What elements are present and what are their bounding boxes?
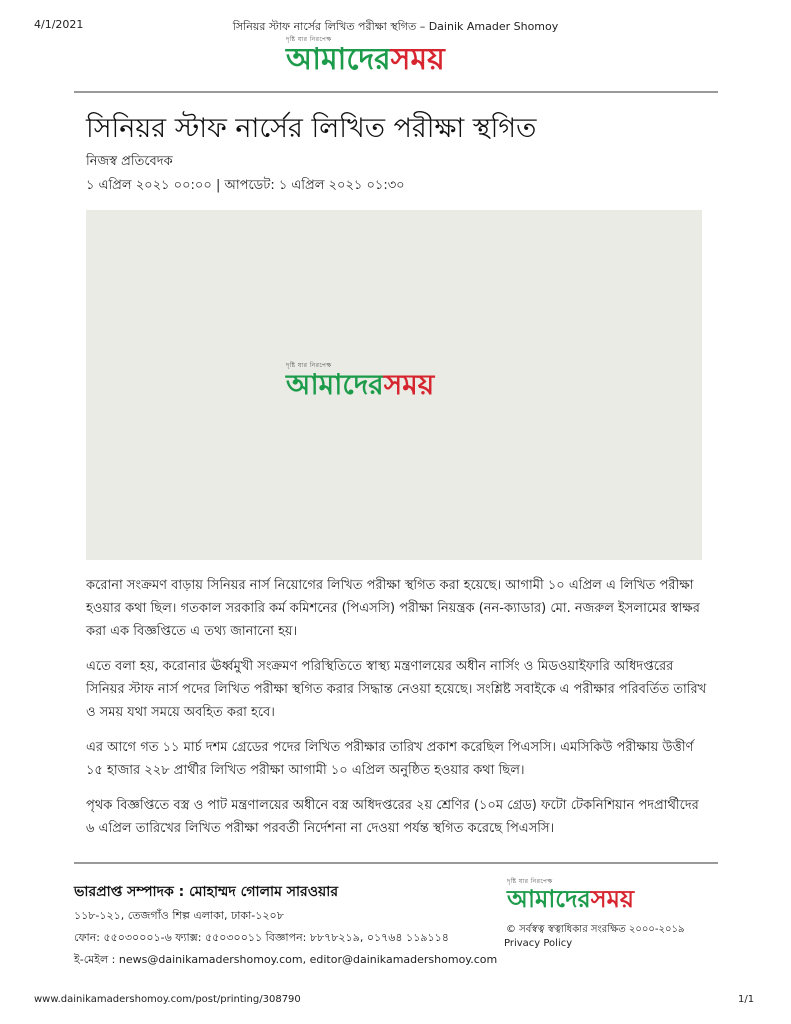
print-page-number: 1/1: [738, 994, 755, 1005]
placeholder-logo-tagline: দৃষ্টি যার নিরপেক্ষ: [286, 362, 332, 369]
article-paragraph: এতে বলা হয়, করোনার ঊর্ধ্বমুখী সংক্রমণ পরিস্থিতিতে স্বাস্থ্য মন্ত্রণালয়ের অধীন নার্সিং ও মিডওয়াইফারি অধিদপ্তরের সিনিয়র স্টাফ নার্স পদের লিখিত পরীক্ষা স্থগিত করার সিদ্ধান্ত নেওয়া হয়েছে। সংশ্লিষ্ট সবাইকে এ পরীক্ষার পরিবর্তিত তারিখ ও সময় যথা সময়ে অবহিত করা হবে।: [86, 659, 707, 720]
print-date: 4/1/2021: [34, 18, 84, 31]
article-image-placeholder: [86, 210, 702, 560]
logo-wordmark: [286, 42, 445, 77]
placeholder-logo: [286, 360, 434, 399]
placeholder-logo-part-green: আমাদের: [286, 368, 384, 401]
article-byline: নিজস্ব প্রতিবেদক: [86, 154, 173, 169]
article-paragraph: করোনা সংক্রমণ বাড়ায় সিনিয়র নার্স নিয়োগের লিখিত পরীক্ষা স্থগিত করা হয়েছে। আগামী ১০ এপ্রিল এ লিখিত পরীক্ষা হওয়ার কথা ছিল। গতকাল সরকারি কর্ম কমিশনের (পিএসসি) পরীক্ষা নিয়ন্ত্রক (নন-ক্যাডার) মো. নজরুল ইসলামের স্বাক্ষর করা এক বিজ্ঞপ্তিতে এ তথ্য জানানো হয়।: [86, 578, 700, 639]
article-dateline: ১ এপ্রিল ২০২১ ০০:০০ | আপডেট: ১ এপ্রিল ২০২১ ০১:৩০: [86, 178, 405, 193]
article-paragraph: পৃথক বিজ্ঞপ্তিতে বস্ত্র ও পাট মন্ত্রণালয়ের অধীনে বস্ত্র অধিদপ্তরের ২য় শ্রেণির (১০ম গ্রেড) ফটো টেকনিশিয়ান পদপ্রার্থীদের ৬ এপ্রিল তারিখের লিখিত পরীক্ষা পরবর্তী নির্দেশনা না দেওয়া পর্যন্ত স্থগিত করেছে পিএসসি।: [86, 798, 699, 836]
footer-editor: ভারপ্রাপ্ত সম্পাদক : মোহাম্মদ গোলাম সারওয়ার: [74, 884, 339, 900]
article-body: [86, 574, 711, 852]
logo-part-green: আমাদের: [286, 42, 391, 77]
article-headline: সিনিয়র স্টাফ নার্সের লিখিত পরীক্ষা স্থগিত: [86, 113, 537, 144]
copyright-text: © সর্বস্বত্ব স্বত্বাধিকার সংরক্ষিত ২০০০-২০১৯: [506, 924, 685, 935]
footer-address: ১১৮-১২১, তেজগাঁও শিল্প এলাকা, ঢাকা-১২০৮: [74, 909, 284, 922]
article-paragraph: এর আগে গত ১১ মার্চ দশম গ্রেডের পদের লিখিত পরীক্ষার তারিখ প্রকাশ করেছিল পিএসসি। এমসিকিউ পরীক্ষায় উত্তীর্ণ ১৫ হাজার ২২৮ প্রার্থীর লিখিত পরীক্ষা আগামী ১০ এপ্রিল অনুষ্ঠিত হওয়ার কথা ছিল।: [86, 740, 694, 778]
footer-logo-tagline: দৃষ্টি যার নিরপেক্ষ: [507, 878, 553, 885]
footer-phone: ফোন: ৫৫০৩০০০১-৬ ফ্যাক্স: ৫৫০৩০০১১ বিজ্ঞাপন: ৮৮৭৮২১৯, ০১৭৬৪ ১১৯১১৪: [74, 931, 449, 944]
footer-logo-part-green: আমাদের: [507, 885, 591, 913]
footer-logo[interactable]: [507, 876, 634, 911]
footer-divider: [74, 862, 718, 864]
print-title: সিনিয়র স্টাফ নার্সের লিখিত পরীক্ষা স্থগিত – Dainik Amader Shomoy: [232, 20, 559, 33]
privacy-policy-link[interactable]: Privacy Policy: [504, 938, 573, 949]
header-divider: [74, 91, 718, 93]
footer-logo-part-red: সময়: [590, 885, 635, 913]
logo-part-red: সময়: [390, 42, 445, 77]
placeholder-logo-part-red: সময়: [383, 368, 435, 401]
footer-logo-wordmark: [507, 887, 634, 911]
footer-email[interactable]: ই-মেইল : news@dainikamadershomoy.com, editor@dainikamadershomoy.com: [74, 953, 498, 966]
placeholder-logo-wordmark: [286, 368, 435, 401]
footer-contact: [74, 905, 497, 971]
masthead-logo[interactable]: [286, 34, 445, 75]
logo-tagline: দৃষ্টি যার নিরপেক্ষ: [286, 36, 332, 43]
print-url: www.dainikamadershomoy.com/post/printing/308790: [34, 994, 301, 1005]
